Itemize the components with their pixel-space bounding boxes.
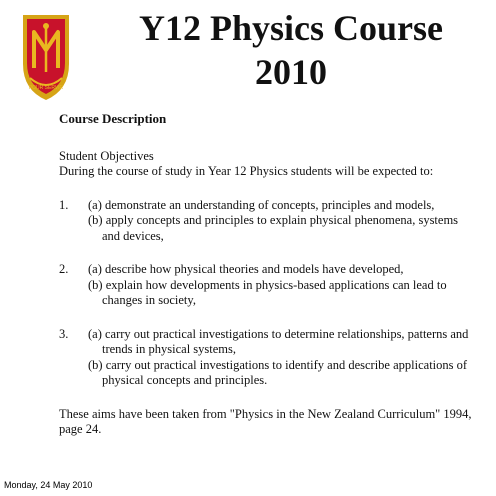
- objective-3: [59, 327, 479, 389]
- objective-2: [59, 262, 479, 309]
- intro-text: During the course of study in Year 12 Physics students will be expected to:: [59, 164, 434, 178]
- course-description: [59, 111, 479, 438]
- source-note: These aims have been taken from "Physics in the New Zealand Curriculum" 1994, page 24.: [59, 406, 472, 436]
- school-crest-icon: [20, 12, 72, 102]
- section-heading: Course Description: [59, 111, 167, 126]
- subheading: Student Objectives: [59, 148, 154, 163]
- objective-number: 1.: [59, 197, 69, 212]
- page-title: [96, 6, 486, 94]
- objective-item: (a) demonstrate an understanding of concepts, principles and models,: [88, 197, 435, 212]
- objective-1: [59, 198, 479, 245]
- objective-number: 3.: [59, 326, 69, 341]
- objective-item: (b) apply concepts and principles to explain physical phenomena, systems and devices,: [88, 213, 459, 243]
- title-line-1: Y12 Physics Course: [139, 8, 443, 48]
- crest-motto: POUR SERVIR: [28, 85, 64, 91]
- title-line-2: 2010: [255, 52, 327, 92]
- objective-item: (a) carry out practical investigations to determine relationships, patterns and trends in physical systems,: [88, 326, 469, 356]
- date-stamp: Monday, 24 May 2010: [4, 480, 93, 490]
- objective-item: (b) explain how developments in physics-based applications can lead to changes in society,: [88, 277, 447, 307]
- objective-item: (a) describe how physical theories and models have developed,: [88, 262, 404, 276]
- objective-item: (b) carry out practical investigations to identify and describe applications of physical concepts and principles.: [88, 357, 468, 387]
- objective-number: 2.: [59, 262, 69, 276]
